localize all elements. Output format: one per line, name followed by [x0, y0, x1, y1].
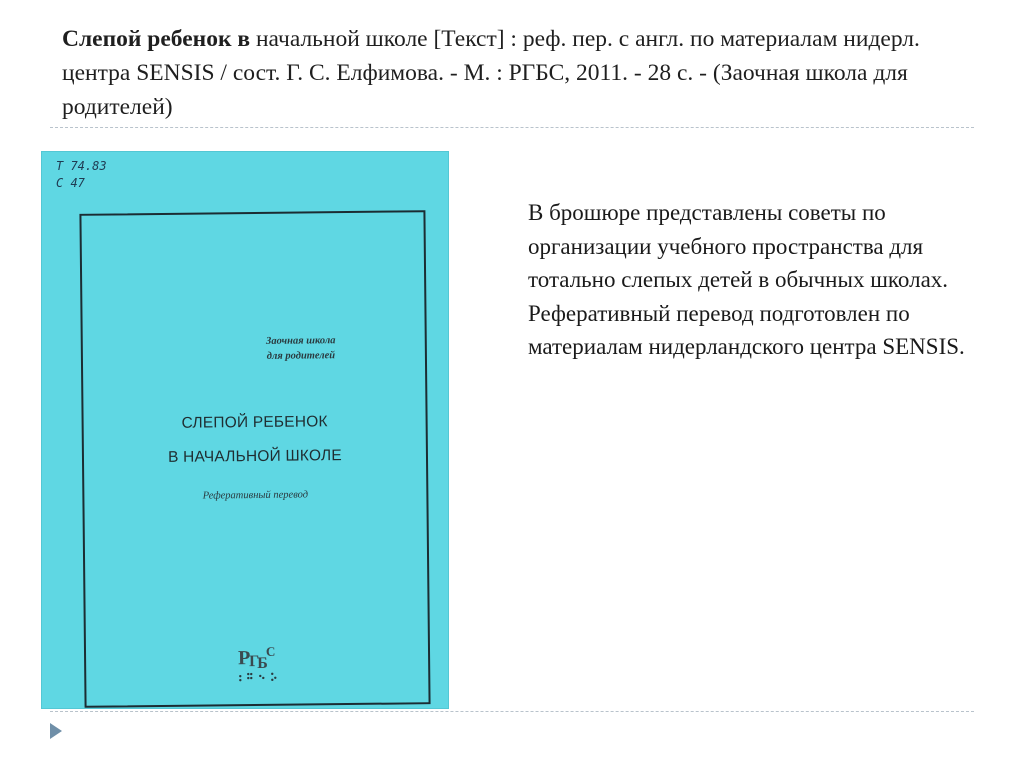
svg-text:Р: Р [237, 647, 251, 670]
slide-title-bold: Слепой ребенок в [62, 26, 251, 52]
cover-series [231, 333, 371, 364]
cover-shelfmark-line2: С 47 [56, 176, 85, 190]
svg-text:Б: Б [257, 654, 268, 672]
cover-series-line1: Заочная школа [265, 335, 336, 347]
cover-frame [79, 210, 430, 708]
cover-subtitle: Реферативный перевод [202, 489, 309, 502]
svg-text:С: С [265, 643, 276, 659]
cover-shelfmark [56, 158, 107, 192]
cover-series-line2: для родителей [266, 350, 336, 362]
description-text: В брошюре представлены советы по организации учебного пространства для тотально слепых детей в обычных школах. Реферативный перевод подготовлен по материалам нидерландского центра SENSIS. [528, 200, 965, 359]
book-cover-image [42, 152, 448, 708]
top-divider [50, 127, 974, 128]
svg-text:Г: Г [249, 652, 260, 671]
triangle-right-icon[interactable] [50, 723, 62, 739]
bottom-divider [50, 711, 974, 712]
cover-shelfmark-line1: Т 74.83 [56, 159, 107, 173]
cover-title-line1: СЛЕПОЙ РЕБЕНОК [181, 413, 328, 432]
cover-title [83, 404, 426, 476]
slide-title [62, 22, 962, 124]
rgbs-logo-icon [236, 636, 282, 682]
cover-title-line2: В НАЧАЛЬНОЙ ШКОЛЕ [167, 447, 342, 466]
slide-title-rest: начальной школе [Текст] : реф. пер. с англ. по материалам нидерл. центра SENSIS / сост. Г. С. Елфимова. - М. : РГБС, 2011. - 28 с. - (Заочная школа для родителей) [62, 26, 920, 120]
